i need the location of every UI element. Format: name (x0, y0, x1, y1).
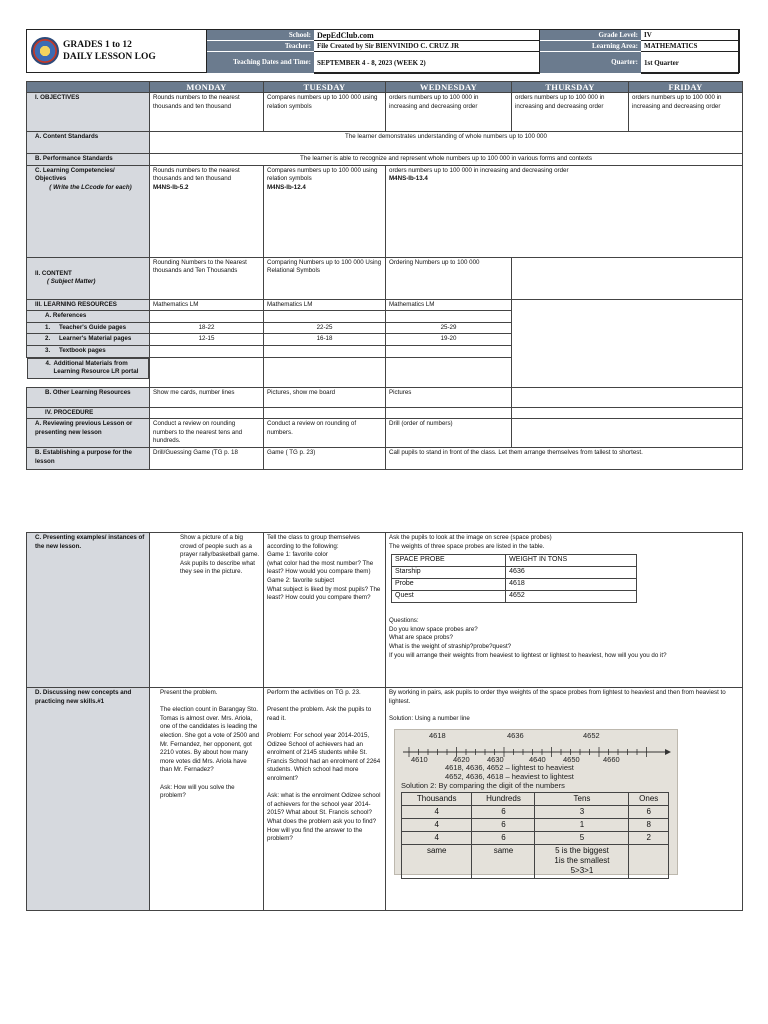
resources-thu-fri (512, 299, 743, 387)
objectives-wed: orders numbers up to 100 000 in increasing and decreasing order (386, 93, 512, 132)
competencies-mon-code: M4NS-Ib-5.2 (153, 183, 189, 191)
place-value-foot: 5 is the biggest 1is the smallest 5>3>1 (535, 845, 629, 879)
content-standards-label: A. Content Standards (27, 132, 150, 154)
place-value-cell: 2 (629, 832, 669, 845)
dll-header (26, 29, 740, 73)
photo-axis-label: 4660 (603, 755, 620, 765)
tg-pages-label: Teacher's Guide pages (59, 323, 127, 331)
place-value-foot (629, 845, 669, 879)
resources-mon: Mathematics LM (150, 299, 264, 311)
day-header-blank (27, 82, 150, 93)
lm-pages-label: Learner's Material pages (59, 335, 132, 343)
content-wed: Ordering Numbers up to 100 000 (386, 257, 512, 299)
place-value-header: Ones (629, 793, 669, 806)
resources-row (27, 299, 743, 311)
teacher-label: Teacher: (207, 41, 314, 52)
tg-pages-wed: 25-29 (386, 322, 512, 334)
content-label: II. CONTENT (35, 269, 72, 277)
presenting-mon: Show a picture of a big crowd of people such as a prayer rally/basketball game. Ask pupils to describe what they see in the picture. (150, 533, 264, 688)
competencies-row (27, 165, 743, 257)
review-tue: Conduct a review on rounding of numbers. (264, 419, 386, 448)
lm-pages-mon: 12-15 (150, 334, 264, 346)
photo-axis-label: 4650 (563, 755, 580, 765)
school-label: School: (207, 30, 314, 41)
review-label: A. Reviewing previous Lesson or presenting new lesson (27, 419, 150, 448)
additional-materials-label: Additional Materials from Learning Resource LR portal (53, 359, 139, 376)
number-line-arrow-icon (665, 749, 671, 755)
place-value-cell: 4 (402, 819, 472, 832)
textbook-label-cell (27, 345, 150, 357)
lm-pages-tue: 16-18 (264, 334, 386, 346)
day-thursday: THURSDAY (512, 82, 629, 93)
place-value-cell: 1 (535, 819, 629, 832)
purpose-tue: Game ( TG p. 23) (264, 447, 386, 469)
content-row (27, 257, 743, 299)
textbook-label: Textbook pages (59, 346, 106, 354)
review-mon: Conduct a review on rounding numbers to the nearest tens and hundreds. (150, 419, 264, 448)
space-probe-weight: 4636 (506, 567, 637, 579)
photo-solution2-line: Solution 2: By comparing the digit of the numbers (401, 781, 565, 791)
resources-tue: Mathematics LM (264, 299, 386, 311)
place-value-cell: 6 (472, 806, 535, 819)
presenting-wed-intro2: The weights of three space probes are listed in the table. (389, 542, 545, 550)
resources-label: III. LEARNING RESOURCES (27, 299, 150, 311)
discussing-tue: Perform the activities on TG p. 23. Present the problem. Ask the pupils to read it. Problem: For school year 2014-2015, Odizee School of achievers had an enrolment of 2145 students while St. Francis School had an enrolment of 2264 students. Which school had more enrolment? Ask: what is the enrolment Odizee school of achievers for the school year 2014-2015? What about St. Francis school? What does the problem ask you to find? How will you find the answer to the problem? (264, 688, 386, 911)
procedure-label: IV. PROCEDURE (27, 407, 150, 419)
place-value-table (401, 792, 669, 879)
procedure-row (27, 407, 743, 419)
photo-axis-label: 4610 (411, 755, 428, 765)
day-monday: MONDAY (150, 82, 264, 93)
presenting-label: C. Presenting examples/ instances of the new lesson. (27, 533, 150, 688)
day-header-row (27, 82, 743, 93)
tg-pages-mon: 18-22 (150, 322, 264, 334)
teaching-dates-label: Teaching Dates and Time: (207, 52, 314, 74)
competencies-wed-code: M4NS-Ib-13.4 (389, 175, 428, 183)
lesson-log-table-1 (26, 81, 743, 470)
place-value-cell: 8 (629, 819, 669, 832)
place-value-cell: 4 (402, 806, 472, 819)
objectives-row (27, 93, 743, 132)
space-probe-row (392, 591, 637, 603)
place-value-cell: 6 (629, 806, 669, 819)
place-value-row (402, 806, 669, 819)
grade-level-value: IV (641, 30, 739, 41)
textbook-num: 3. (45, 346, 51, 354)
performance-standards-row (27, 154, 743, 166)
header-info-grid (207, 30, 739, 72)
content-tue: Comparing Numbers up to 100 000 Using Relational Symbols (264, 257, 386, 299)
competencies-label: C. Learning Competencies/ Objectives (35, 166, 115, 183)
header-title-line2: DAILY LESSON LOG (63, 52, 156, 62)
place-value-header: Thousands (402, 793, 472, 806)
purpose-mon: Drill/Guessing Game (TG p. 18 (150, 447, 264, 469)
lm-pages-label-cell (27, 334, 150, 346)
place-value-foot: same (472, 845, 535, 879)
other-resources-mon: Show me cards, number lines (150, 387, 264, 407)
space-probe-weight: 4618 (506, 579, 637, 591)
place-value-header-row (402, 793, 669, 806)
other-resources-tue: Pictures, show me board (264, 387, 386, 407)
objectives-thu: orders numbers up to 100 000 in increasing and decreasing order (512, 93, 629, 132)
place-value-row (402, 832, 669, 845)
day-friday: FRIDAY (629, 82, 743, 93)
presenting-wed-questions: Questions: Do you know space probes are? What are space probs? What is the weight of straship?probe?quest? If you will arrange their weights from heaviest to lightest or lightest to heaviest, how will you you do it? (389, 617, 667, 659)
competencies-wed (386, 165, 743, 257)
content-standards-value: The learner demonstrates understanding of whole numbers up to 100 000 (150, 132, 743, 154)
discussing-label: D. Discussing new concepts and practicing new skills.#1 (27, 688, 150, 911)
additional-materials-num: 4. (45, 359, 51, 367)
teacher-value: File Created by Sir BIENVINIDO C. CRUZ JR (314, 41, 540, 52)
place-value-header: Hundreds (472, 793, 535, 806)
review-wed: Drill (order of numbers) (386, 419, 512, 448)
photo-axis-label: 4620 (453, 755, 470, 765)
competencies-tue (264, 165, 386, 257)
space-probe-name: Quest (392, 591, 506, 603)
place-value-row (402, 819, 669, 832)
resources-wed: Mathematics LM (386, 299, 512, 311)
photo-top-label: 4636 (507, 731, 524, 741)
quarter-value: 1st Quarter (641, 52, 739, 74)
competencies-mon (150, 165, 264, 257)
discussing-wed (386, 688, 743, 911)
discussing-mon: Present the problem. The election count in Barangay Sto. Tomas is almost over. Mrs. Ariola, one of the candidates is leading the election. She got a vote of 2500 and Mr. Fernandez, her opponent, got 2210 votes. By about how many more votes did Mrs. Ariola have than Mr. Fernadez? Ask: How will you solve the problem? (150, 688, 264, 911)
space-probe-header-weight: WEIGHT IN TONS (506, 555, 637, 567)
review-row (27, 419, 743, 448)
photo-axis-label: 4640 (529, 755, 546, 765)
discussing-row (27, 688, 743, 911)
photo-top-label: 4618 (429, 731, 446, 741)
content-mon: Rounding Numbers to the Nearest thousands and Ten Thousands (150, 257, 264, 299)
competencies-tue-code: M4NS-Ib-12.4 (267, 183, 306, 191)
purpose-wed: Call pupils to stand in front of the class. Let them arrange themselves from tallest to shortest. (386, 447, 743, 469)
space-probe-table (391, 554, 637, 603)
quarter-label: Quarter: (540, 52, 641, 74)
space-probe-header-name: SPACE PROBE (392, 555, 506, 567)
day-wednesday: WEDNESDAY (386, 82, 512, 93)
objectives-tue: Compares numbers up to 100 000 using relation symbols (264, 93, 386, 132)
space-probe-row (392, 579, 637, 591)
tg-pages-num: 1. (45, 323, 51, 331)
photo-top-label: 4652 (583, 731, 600, 741)
presenting-row (27, 533, 743, 688)
competencies-wed-text: orders numbers up to 100 000 in increasing and decreasing order (389, 166, 569, 174)
photo-order-line1: 4618, 4636, 4652 – lightest to heaviest (445, 763, 574, 773)
teaching-dates-value: SEPTEMBER 4 - 8, 2023 (WEEK 2) (314, 52, 540, 74)
competencies-mon-text: Rounds numbers to the nearest thousands and ten thousand (153, 166, 240, 183)
place-value-foot: same (402, 845, 472, 879)
objectives-mon: Rounds numbers to the nearest thousands and ten thousand (150, 93, 264, 132)
space-probe-weight: 4652 (506, 591, 637, 603)
place-value-foot-row (402, 845, 669, 879)
performance-standards-label: B. Performance Standards (27, 154, 150, 166)
school-value: DepEdClub.com (314, 30, 540, 41)
header-title-block (27, 30, 207, 72)
space-probe-name: Probe (392, 579, 506, 591)
tg-pages-label-cell (27, 322, 150, 334)
learning-area-label: Learning Area: (540, 41, 641, 52)
header-title-line1: GRADES 1 to 12 (63, 40, 132, 50)
competencies-label-cell (27, 165, 150, 257)
purpose-label: B. Establishing a purpose for the lesson (27, 447, 150, 469)
photo-order-line2: 4652, 4636, 4618 – heaviest to lightest (445, 772, 574, 782)
place-value-header: Tens (535, 793, 629, 806)
place-value-cell: 4 (402, 832, 472, 845)
objectives-fri: orders numbers up to 100 000 in increasing and decreasing order (629, 93, 743, 132)
presenting-wed-intro1: Ask the pupils to look at the image on scree (space probes) (389, 534, 552, 541)
other-resources-row (27, 387, 743, 407)
place-value-cell: 3 (535, 806, 629, 819)
content-thu-fri (512, 257, 743, 299)
number-line-photo (394, 729, 678, 875)
space-probe-name: Starship (392, 567, 506, 579)
discussing-wed-text: By working in pairs, ask pupils to order thye weights of the space probes from lightest to heaviest and then from heaviest to lightest. Solution: Using a number line (389, 689, 726, 722)
place-value-cell: 6 (472, 832, 535, 845)
photo-axis-label: 4630 (487, 755, 504, 765)
deped-seal-icon (31, 37, 59, 65)
content-standards-row (27, 132, 743, 154)
references-label: A. References (27, 311, 150, 323)
lm-pages-wed: 19-20 (386, 334, 512, 346)
space-probe-header-row (392, 555, 637, 567)
other-resources-wed: Pictures (386, 387, 512, 407)
performance-standards-value: The learner is able to recognize and represent whole numbers up to 100 000 in various forms and contexts (150, 154, 743, 166)
place-value-cell: 5 (535, 832, 629, 845)
additional-materials-label-cell (27, 358, 150, 379)
other-resources-label: B. Other Learning Resources (27, 387, 150, 407)
tg-pages-tue: 22-25 (264, 322, 386, 334)
space-probe-row (392, 567, 637, 579)
place-value-cell: 6 (472, 819, 535, 832)
presenting-tue: Tell the class to group themselves according to the following: Game 1: favorite color (what color had the most number? The least? How would you compare them) Game 2: favorite subject What subject is liked by most pupils? The least? How could you compare them? (264, 533, 386, 688)
competencies-label-note: ( Write the LCcode for each) (49, 183, 132, 191)
objectives-label: I. OBJECTIVES (27, 93, 150, 132)
lm-pages-num: 2. (45, 335, 51, 343)
competencies-tue-text: Compares numbers up to 100 000 using relation symbols (267, 166, 378, 183)
grade-level-label: Grade Level: (540, 30, 641, 41)
content-label-note: ( Subject Matter) (47, 278, 96, 286)
learning-area-value: MATHEMATICS (641, 41, 739, 52)
lesson-log-table-2 (26, 532, 743, 911)
purpose-row (27, 447, 743, 469)
content-label-cell (27, 257, 150, 299)
day-tuesday: TUESDAY (264, 82, 386, 93)
presenting-wed (386, 533, 743, 688)
